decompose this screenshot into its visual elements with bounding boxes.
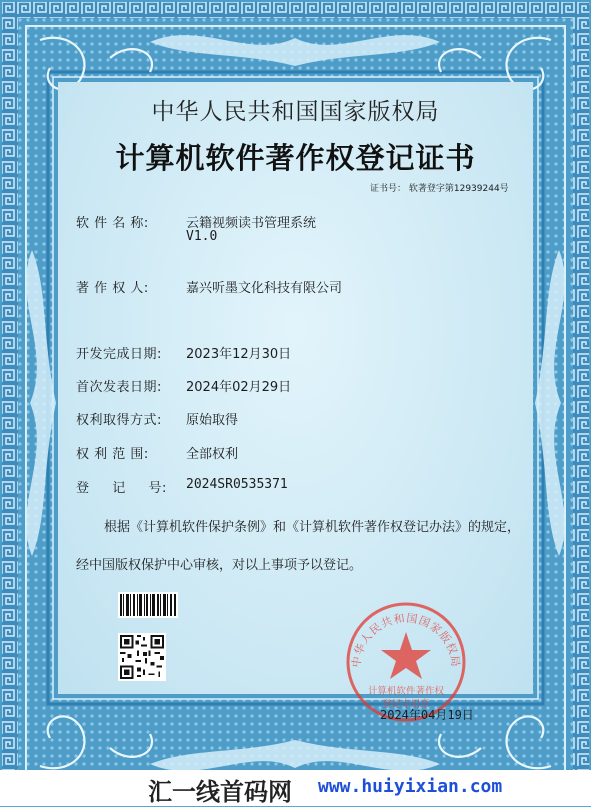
seal-outer-text: 中华人民共和国国家版权局 (349, 611, 463, 669)
copyright-owner-label: 著 作 权 人: (76, 281, 149, 296)
registration-number-label: 登 记 号: (76, 481, 167, 496)
first-publish-date-label: 首次发表日期: (76, 380, 162, 395)
watermark-url: www.huiyixian.com (318, 776, 503, 797)
certificate-number: 证书号： 软著登字第12939244号 (370, 184, 509, 194)
barcode-image (118, 592, 178, 618)
rights-scope-value: 全部权利 (186, 447, 239, 462)
software-name-value: 云籍视频读书管理系统 (186, 216, 317, 231)
seal-inner-text-2: 登记专用章 (382, 699, 430, 710)
qr-code-image (118, 633, 166, 681)
dev-complete-date-value: 2023年12月30日 (186, 347, 292, 362)
first-publish-date-value: 2024年02月29日 (186, 380, 292, 395)
rights-acquisition-label: 权利取得方式: (76, 413, 162, 428)
software-version-value: V1.0 (186, 229, 218, 244)
rights-acquisition-value: 原始取得 (186, 413, 239, 428)
rights-scope-label: 权 利 范 围: (76, 447, 149, 462)
registration-statement: 根据《计算机软件保护条例》和《计算机软件著作权登记办法》的规定，经中国版权保护中心审核，对以上事项予以登记。 (76, 520, 521, 573)
software-name-label: 软 件 名 称: (76, 216, 149, 231)
certificate-title: 计算机软件著作权登记证书 (115, 141, 476, 175)
dev-complete-date-label: 开发完成日期: (76, 347, 162, 362)
issuer-title: 中华人民共和国国家版权局 (151, 99, 440, 125)
seal-inner-text-1: 计算机软件著作权 (367, 686, 445, 697)
copyright-owner-value: 嘉兴听墨文化科技有限公司 (186, 281, 343, 296)
watermark-banner (0, 770, 591, 806)
watermark-site-name: 汇一线首码网 (148, 778, 292, 806)
issue-date: 2024年04月19日 (380, 708, 474, 722)
registration-number-value: 2024SR0535371 (186, 477, 288, 492)
